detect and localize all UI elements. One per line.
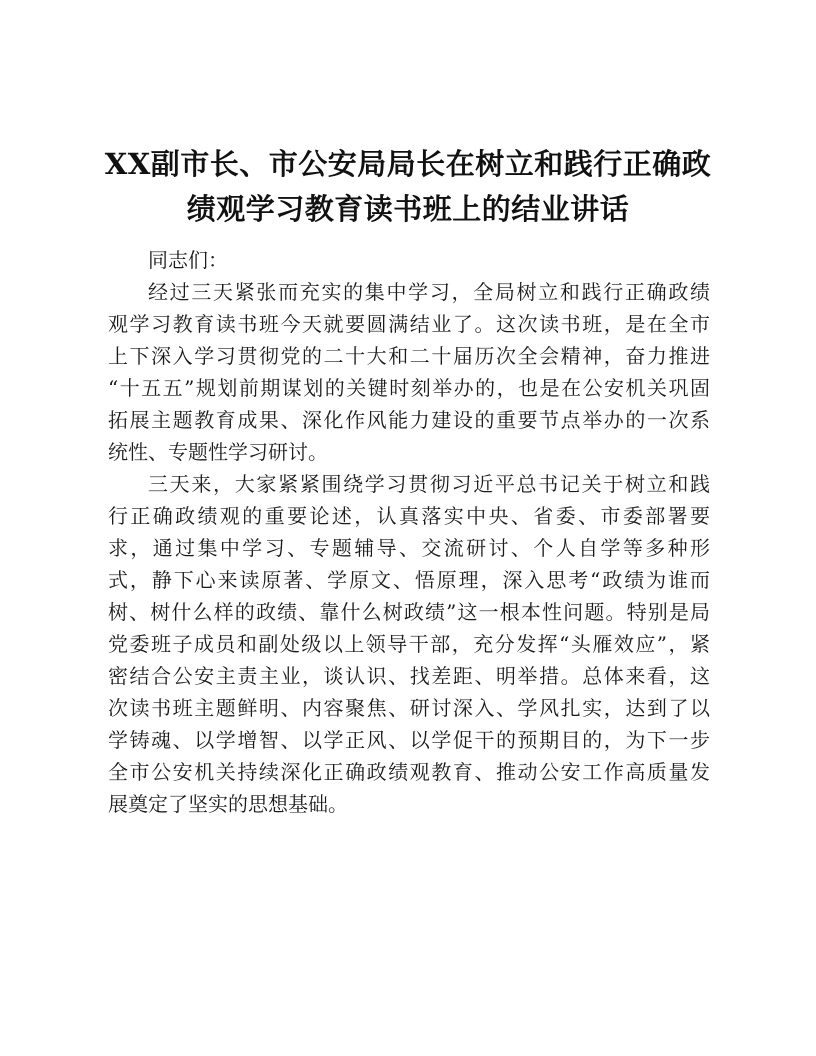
paragraph-line: 密结合公安主责主业，谈认识、找差距、明举措。总体来看，这 bbox=[108, 664, 710, 688]
paragraph-line: 式，静下心来读原著、学原文、悟原理，深入思考“政绩为谁而 bbox=[108, 568, 710, 592]
paragraph-line: 统性、专题性学习研讨。 bbox=[108, 440, 328, 464]
title-line: 绩观学习教育读书班上的结业讲话 bbox=[186, 192, 630, 226]
paragraph-line: 树、树什么样的政绩、靠什么树政绩”这一根本性问题。特别是局 bbox=[108, 600, 710, 624]
paragraph-2 bbox=[108, 468, 710, 820]
paragraph-line: 拓展主题教育成果、深化作风能力建设的重要节点举办的一次系 bbox=[108, 408, 710, 432]
document-title bbox=[100, 142, 716, 232]
title-line: XX副市长、市公安局局长在树立和践行正确政 bbox=[104, 147, 712, 181]
paragraph-line: 展奠定了坚实的思想基础。 bbox=[108, 792, 348, 816]
paragraph-line: 行正确政绩观的重要论述，认真落实中央、省委、市委部署要 bbox=[108, 504, 710, 528]
document-body bbox=[108, 244, 710, 820]
paragraph-line: 三天来，大家紧紧围绕学习贯彻习近平总书记关于树立和践 bbox=[148, 472, 710, 496]
paragraph-line: 次读书班主题鲜明、内容聚焦、研讨深入、学风扎实，达到了以 bbox=[108, 696, 710, 720]
paragraph-1 bbox=[108, 276, 710, 468]
paragraph-line: 学铸魂、以学增智、以学正风、以学促干的预期目的，为下一步 bbox=[108, 728, 710, 752]
paragraph-line: 求，通过集中学习、专题辅导、交流研讨、个人自学等多种形 bbox=[108, 536, 710, 560]
paragraph-line: “十五五”规划前期谋划的关键时刻举办的，也是在公安机关巩固 bbox=[108, 376, 710, 400]
paragraph-line: 经过三天紧张而充实的集中学习，全局树立和践行正确政绩 bbox=[148, 280, 710, 304]
paragraph-line: 党委班子成员和副处级以上领导干部，充分发挥“头雁效应”，紧 bbox=[108, 632, 710, 656]
paragraph-line: 上下深入学习贯彻党的二十大和二十届历次全会精神，奋力推进 bbox=[108, 344, 710, 368]
paragraph-line: 观学习教育读书班今天就要圆满结业了。这次读书班，是在全市 bbox=[108, 312, 710, 336]
salutation: 同志们： bbox=[148, 248, 228, 272]
paragraph-line: 全市公安机关持续深化正确政绩观教育、推动公安工作高质量发 bbox=[108, 760, 710, 784]
